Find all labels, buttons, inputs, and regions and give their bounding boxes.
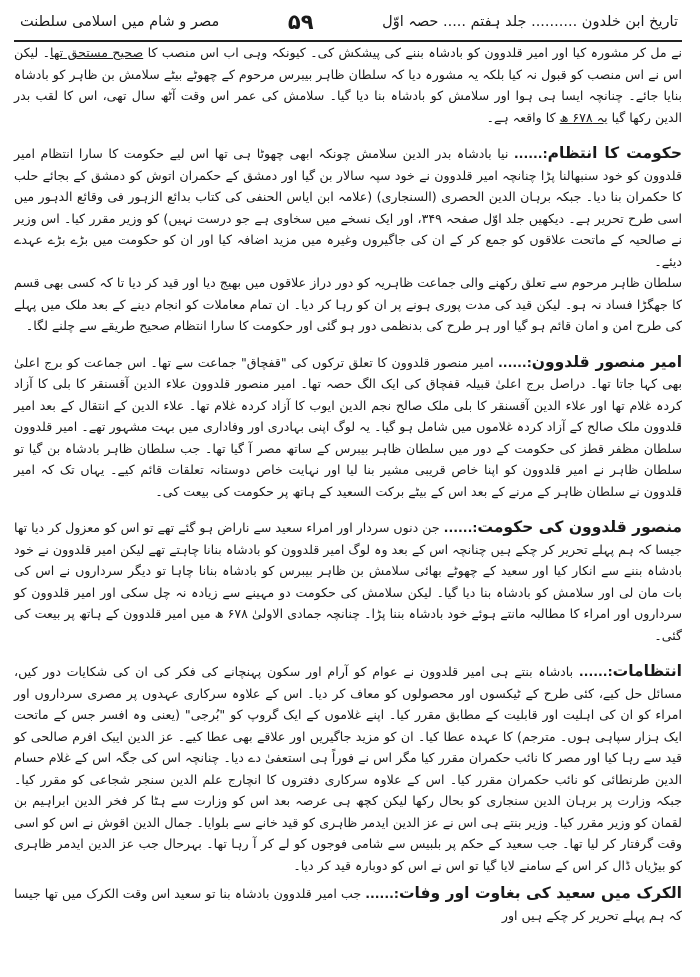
page-number: ۵۹ (287, 10, 314, 34)
section-administration: حکومت کا انتظام:...... نیا بادشاہ بدر الدین سلامش چونکہ ابھی چھوٹا ہی تھا اس لیے حکومت کا سارا انتظام امیر قلدوون کو خود سنبھالنا پڑا چنانچہ امیر قلدوون نے خود سپہ سالار بن گیا اور دمشق کے حکمران اتوش کو دمشق کے بجائے حلب کا حکمران بنا دیا۔ جبکہ برہان الدین الحصری (السنجاری) (علامہ ابن ایاس الحنفی کی کتاب بدائع الزہور فی وقائع الدہور میں اسی طرح تحریر ہے۔ دیکھیں جلد اوّل صفحہ ۳۴۹، اور ایک نسخے میں سخاوی ہے جو درست نہیں) کو وزیر مقرر کیا۔ اس وزیر نے صالحیہ کے ماتحت علاقوں کو جمع کر کے ان کی جاگیروں وغیرہ میں مزید اضافہ کیا اور ان کو حکومت میں بڑے بڑے عہدے دیئے۔ (14, 144, 682, 269)
section-heading: منصور قلدوون کی حکومت (477, 518, 682, 536)
volume-label: جلد ہفتم (470, 14, 527, 30)
section-heading: الکرک میں سعید کی بغاوت اور وفات (398, 884, 682, 902)
page-body (14, 42, 682, 926)
part-label: حصہ اوّل (382, 14, 439, 30)
book-title: تاریخ ابن خلدون (581, 14, 678, 30)
section-text: جن دنوں سردار اور امراء سعید سے ناراض ہو گئے تھے تو اس کو معزول کر دیا تھا جیسا کہ ہم پہلے تحریر کر چکے ہیں چنانچہ اس کے بعد وہ لوگ امیر قلدوون کو بادشاہ بنانا چاہتے تھے لیکن امیر قلدوون نے خود بادشاہ بننے سے انکار کیا اور سعید کے چھوٹے بھائی سلامش بن ظاہر بیبرس کو بادشاہ بنانا چاہا تو دیگر سرداروں نے اس کی بات مان لی اور سلامش کو بادشاہ بنا دیا گیا۔ لیکن سلامش کی حکومت دو مہینے سے زیادہ نہ چل سکی اور امیر قلدوون کو سرداروں اور امراء کا مطالبہ مانتے ہوئے خود بادشاہ بننا پڑا۔ چنانچہ جمادی الاولیٰ ۶۷۸ ھ میں امیر قلدوون کے ہاتھ پر بیعت کی گئی۔ (14, 520, 682, 643)
section-heading: حکومت کا انتظام (547, 144, 682, 162)
section-text: جب امیر قلدوون بادشاہ بنا تو سعید اس وقت الکرک میں تھا جیسا کہ ہم پہلے تحریر کر چکے ہیں اور (14, 886, 682, 923)
section-text: نیا بادشاہ بدر الدین سلامش چونکہ ابھی چھوٹا ہی تھا اس لیے حکومت کا سارا انتظام امیر قلدوون کو خود سنبھالنا پڑا چنانچہ امیر قلدوون نے خود سپہ سالار بن گیا اور دمشق کے حکمران اتوش کو دمشق کے بجائے حلب کا حکمران بنا دیا۔ جبکہ برہان الدین الحصری (السنجاری) (علامہ ابن ایاس الحنفی کی کتاب بدائع الزہور فی وقائع الدہور میں اسی طرح تحریر ہے۔ دیکھیں جلد اوّل صفحہ ۳۴۹، اور ایک نسخے میں سخاوی ہے جو درست نہیں) کو وزیر مقرر کیا۔ اس وزیر نے صالحیہ کے ماتحت علاقوں کو جمع کر کے ان کی جاگیروں وغیرہ میں مزید اضافہ کیا اور ان کو حکومت میں بڑے بڑے عہدے دیئے۔ (14, 146, 682, 269)
section-administration-continued (14, 272, 682, 337)
chapter-title: مصر و شام میں اسلامی سلطنت (20, 14, 220, 30)
section-heading: امیر منصور قلدوون (531, 352, 683, 371)
underlined-phrase: صحیح مستحق تھا (50, 45, 144, 60)
section-arrangements: انتظامات:...... بادشاہ بنتے ہی امیر قلدوون نے عوام کو آرام اور سکون پہنچانے کی فکر کی ان کی شکایات دور کیں، مسائل حل کیے، کئی طرح کے ٹیکسوں اور محصولوں کو معاف کر دیا۔ اس کے علاوہ سرکاری عہدوں پر مصری سرداروں اور امراء کو ان کی اہلیت اور قابلیت کے مطابق مقرر کیا۔ اپنے غلاموں کے ایک گروپ کو "بُرجی" (یعنی وہ افسر جس کے ماتحت ایک ہزار سپاہی ہوں۔ مترجم) کا عہدہ عطا کیا۔ ان کو مزید جاگیریں اور علاقے بھی عطا کیے۔ عز الدین ایبک افرم صالحی کو قید سے رہا کیا اور مصر کا نائب حکمران مقرر کیا مگر اس نے فوراً ہی استعفیٰ دے دیا۔ چنانچہ اس کی جگہ اس کے غلام حسام الدین طرنطائی کو نائب حکمران مقرر کیا۔ اس کے علاوہ سرکاری دفتروں کا انچارج علم الدین سنجر شجاعی کو مقرر کیا۔ جبکہ وزارت پر برہان الدین سنجاری کو بحال رکھا لیکن کچھ ہی عرصہ بعد اس کو وزارت سے ہٹا کر فخر الدین ابراہیم بن لقمان کو وزیر مقرر کیا۔ وزیر بنتے ہی اس نے عز الدین ایدمر ظاہری کو قید خانے سے بلوایا۔ جمال الدین اقوش نے اس کو اسی وقت گرفتار کر لیا تھا۔ جب سعید کے حکم پر بلبیس سے شامی فوجوں کو لے کر آ رہا تھا۔ بہرحال جب عز الدین ایدمر ظاہری کو بیڑیاں ڈال کر اس کے سامنے لایا گیا تو اس نے اس کو دوبارہ قید کر دیا۔ (14, 662, 682, 873)
section-amir-mansur-qalawun: امیر منصور قلدوون:...... امیر منصور قلدوون کا تعلق ترکوں کی "قفچاق" جماعت سے تھا۔ اس جماعت کو برج اعلیٰ بھی کہا جاتا تھا۔ دراصل برج اعلیٰ قبیلہ قفچاق کی ایک الگ حصہ تھا۔ امیر منصور قلدوون علاء الدین آقسنقر کا بلی کا آزاد کردہ غلام تھا اور علاء الدین آقسنقر کا بلی ملک صالح نجم الدین ایوب کا آزاد کردہ غلام تھا۔ علاء الدین کے انتقال کے بعد امیر قلدوون ملک صالح کے آزاد کردہ غلاموں میں شامل ہو گیا۔ یہ لوگ اپنی بہادری اور وفاداری میں بہت مشہور تھے۔ امیر قلدوون سلطان مظفر قطز کی حکومت کے دور میں سلطان ظاہر بیبرس کے ساتھ مصر آ گیا تھا۔ جب سلطان ظاہر بادشاہ بن گیا تو سلطان ظاہر نے امیر قلدوون کو اپنا خاص قریبی مشیر بنا لیا اور نہایت خاص دوستانہ تعلقات قائم کیے۔ یہاں تک کہ امیر قلدوون نے سلطان ظاہر کے مرنے کے بعد اس کے بیٹے برکت السعید کے ہاتھ پر حکومت کی بیعت کی۔ (14, 352, 683, 499)
section-heading: انتظامات (612, 662, 682, 680)
book-info: تاریخ ابن خلدون .......... جلد ہفتم ..... حصہ اوّل (382, 14, 678, 30)
section-text: امیر منصور قلدوون کا تعلق ترکوں کی "قفچاق" جماعت سے تھا۔ اس جماعت کو برج اعلیٰ بھی کہا جاتا تھا۔ دراصل برج اعلیٰ قبیلہ قفچاق کی ایک الگ حصہ تھا۔ امیر منصور قلدوون علاء الدین آقسنقر کا بلی کا آزاد کردہ غلام تھا اور علاء الدین آقسنقر کا بلی ملک صالح نجم الدین ایوب کا آزاد کردہ غلام تھا۔ علاء الدین کے انتقال کے بعد امیر قلدوون ملک صالح کے آزاد کردہ غلاموں میں شامل ہو گیا۔ یہ لوگ اپنی بہادری اور وفاداری میں بہت مشہور تھے۔ امیر قلدوون سلطان مظفر قطز کی حکومت کے دور میں سلطان ظاہر بیبرس کے ساتھ مصر آ گیا تھا۔ جب سلطان ظاہر بادشاہ بن گیا تو سلطان ظاہر نے امیر قلدوون کو اپنا خاص قریبی مشیر بنا لیا اور نہایت خاص دوستانہ تعلقات قائم کیے۔ یہاں تک کہ امیر قلدوون نے سلطان ظاہر کے مرنے کے بعد اس کے بیٹے برکت السعید کے ہاتھ پر حکومت کی بیعت کی۔ (14, 354, 683, 499)
section-text: بادشاہ بنتے ہی امیر قلدوون نے عوام کو آرام اور سکون پہنچانے کی فکر کی ان کی شکایات دور کیں، مسائل حل کیے، کئی طرح کے ٹیکسوں اور محصولوں کو معاف کر دیا۔ اس کے علاوہ سرکاری عہدوں پر مصری سرداروں اور امراء کو ان کی اہلیت اور قابلیت کے مطابق مقرر کیا۔ اپنے غلاموں کے ایک گروپ کو "بُرجی" (یعنی وہ افسر جس کے ماتحت ایک ہزار سپاہی ہوں۔ مترجم) کا عہدہ عطا کیا۔ ان کو مزید جاگیریں اور علاقے بھی عطا کیے۔ عز الدین ایبک افرم صالحی کو قید سے رہا کیا اور مصر کا نائب حکمران مقرر کیا مگر اس نے فوراً ہی استعفیٰ دے دیا۔ چنانچہ اس کی جگہ اس کے غلام حسام الدین طرنطائی کو نائب حکمران مقرر کیا۔ اس کے علاوہ سرکاری دفتروں کا انچارج علم الدین سنجر شجاعی کو مقرر کیا۔ جبکہ وزارت پر برہان الدین سنجاری کو بحال رکھا لیکن کچھ ہی عرصہ بعد اس کو وزارت سے ہٹا کر فخر الدین ابراہیم بن لقمان کو وزیر مقرر کیا۔ وزیر بنتے ہی اس نے عز الدین ایدمر ظاہری کو قید خانے سے بلوایا۔ جمال الدین اقوش نے اس کو اسی وقت گرفتار کر لیا تھا۔ جب سعید کے حکم پر بلبیس سے شامی فوجوں کو لے کر آ رہا تھا۔ بہرحال جب عز الدین ایدمر ظاہری کو بیڑیاں ڈال کر اس کے سامنے لایا گیا تو اس نے اس کو دوبارہ قید کر دیا۔ (14, 664, 682, 873)
running-header (14, 4, 682, 42)
section-text: سلطان ظاہر مرحوم سے تعلق رکھنے والی جماعت ظاہریہ کو دور دراز علاقوں میں بھیج دیا اور قید کر دیا تا کہ کسی بھی قسم کا جھگڑا فساد نہ ہو۔ لیکن قید کی مدت پوری ہونے پر ان کو رہا کر دیا۔ ان تمام معاملات کو انجام دینے کے بعد ملک میں پہلے کی طرح امن و امان قائم ہو گیا اور ہر طرح کی بدنظمی دور ہو گئی اور حکومت کا سارا انتظام صحیح طریقے سے چلنے لگا۔ (14, 275, 682, 333)
intro-paragraph: نے مل کر مشورہ کیا اور امیر قلدوون کو بادشاہ بننے کی پیشکش کی۔ کیونکہ وہی اب اس منصب کا صحیح مستحق تھا۔ لیکن اس نے اس منصب کو قبول نہ کیا بلکہ یہ مشورہ دیا کہ سلطان ظاہر بیبرس مرحوم کے چھوٹے بیٹے سلامش بن ظاہر کو بادشاہ بنایا جائے۔ چنانچہ ایسا ہی ہوا اور سلامش کو بادشاہ بنا دیا گیا۔ سلامش کی عمر اس وقت آٹھ سال تھی، اس کا لقب بدر الدین رکھا گیا یہ ۶۷۸ ھ کا واقعہ ہے۔ (14, 45, 682, 125)
section-karak-revolt: الکرک میں سعید کی بغاوت اور وفات:...... جب امیر قلدوون بادشاہ بنا تو سعید اس وقت الکرک میں تھا جیسا کہ ہم پہلے تحریر کر چکے ہیں اور (14, 884, 682, 923)
underlined-date: یہ ۶۷۸ ھ (559, 109, 608, 125)
section-qalawun-rule: منصور قلدوون کی حکومت:...... جن دنوں سردار اور امراء سعید سے ناراض ہو گئے تھے تو اس کو معزول کر دیا تھا جیسا کہ ہم پہلے تحریر کر چکے ہیں چنانچہ اس کے بعد وہ لوگ امیر قلدوون کو بادشاہ بنانا چاہتے تھے لیکن امیر قلدوون نے خود بادشاہ بننے سے انکار کیا اور سعید کے چھوٹے بھائی سلامش بن ظاہر بیبرس کو بادشاہ بنانا چاہا تو دیگر سرداروں نے اس کی بات مان لی اور سلامش کو بادشاہ بنا دیا گیا۔ لیکن سلامش کی حکومت دو مہینے سے زیادہ نہ چل سکی اور امیر قلدوون کو سرداروں اور امراء کا مطالبہ مانتے ہوئے خود بادشاہ بننا پڑا۔ چنانچہ جمادی الاولیٰ ۶۷۸ ھ میں امیر قلدوون کے ہاتھ پر بیعت کی گئی۔ (14, 518, 682, 643)
